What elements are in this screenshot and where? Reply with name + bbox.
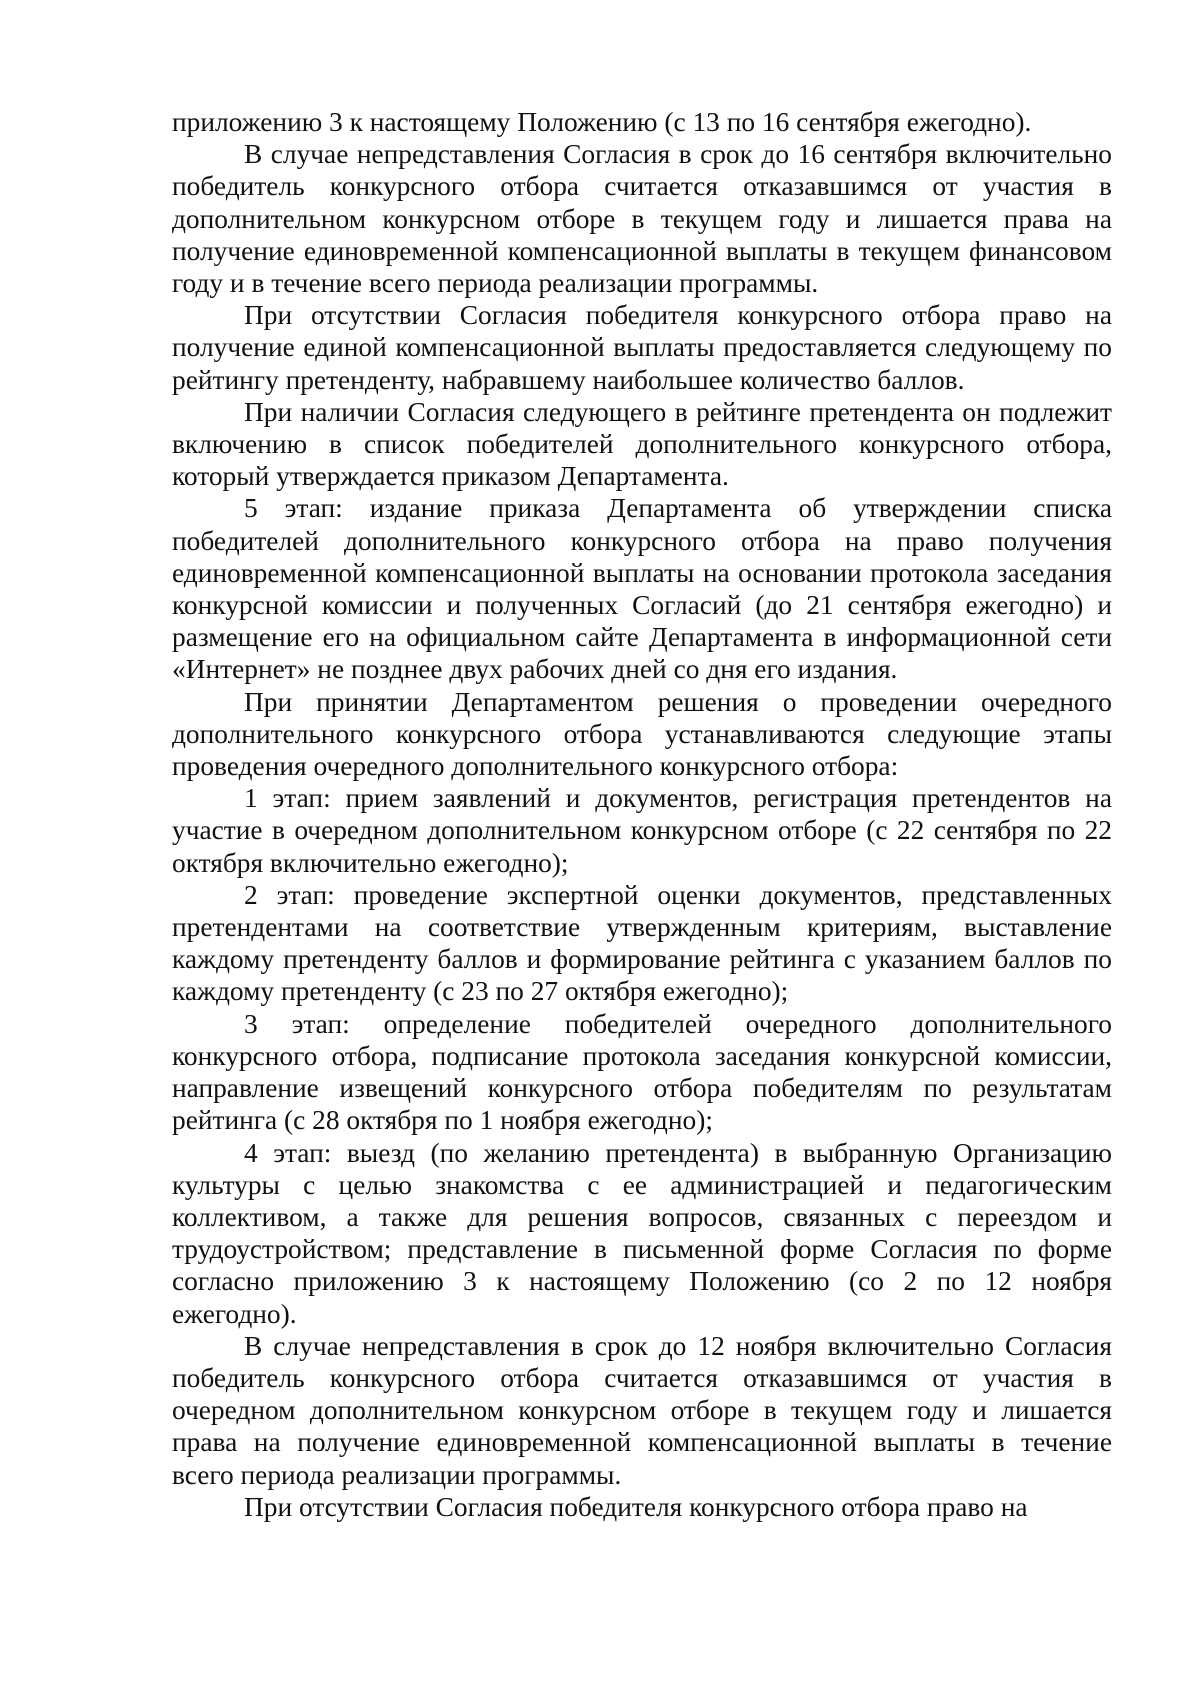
- paragraph-final-fragment: При отсутствии Согласия победителя конкурсного отбора право на: [244, 1491, 1028, 1522]
- paragraph-no-consent-next-candidate: При отсутствии Согласия победителя конкурсного отбора право на получение единой компенсационной выплаты предоставляется следующему по рейтингу претенденту, набравшему наибольшее количество баллов.: [172, 300, 1112, 395]
- paragraph-stage-2: 2 этап: проведение экспертной оценки документов, представленных претендентами на соответствие утвержденным критериям, выставление каждому претенденту баллов и формирование рейтинга с указанием баллов по каждому претенденту (с 23 по 27 октября ежегодно);: [172, 879, 1112, 1007]
- paragraph-continuation: приложению 3 к настоящему Положению (с 13 по 16 сентября ежегодно).: [172, 107, 1032, 137]
- paragraph-consent-deadline-sept: В случае непредставления Согласия в срок до 16 сентября включительно победитель конкурсного отбора считается отказавшимся от участия в дополнительном конкурсном отборе в текущем году и лишается права на получение единовременной компенсационной выплаты в текущем финансовом году и в течение всего периода реализации программы.: [172, 139, 1112, 299]
- paragraph-next-selection-stages: При принятии Департаментом решения о проведении очередного дополнительного конкурсного отбора устанавливаются следующие этапы проведения очередного дополнительного конкурсного отбора:: [172, 686, 1112, 782]
- paragraph-stage-5: 5 этап: издание приказа Департамента об утверждении списка победителей дополнительного конкурсного отбора на право получения единовременной компенсационной выплаты на основании протокола заседания конкурсной комиссии и полученных Согласий (до 21 сентября ежегодно) и размещение его на официальном сайте Департамента в информационной сети «Интернет» не позднее двух рабочих дней со дня его издания.: [172, 493, 1112, 685]
- document-body: [172, 106, 1112, 1523]
- paragraph-next-candidate-inclusion: При наличии Согласия следующего в рейтинге претендента он подлежит включению в список победителей дополнительного конкурсного отбора, который утверждается приказом Департамента.: [172, 396, 1112, 492]
- paragraph-stage-1: 1 этап: прием заявлений и документов, регистрация претендентов на участие в очередном дополнительном конкурсном отборе (с 22 сентября по 22 октября включительно ежегодно);: [172, 783, 1112, 878]
- paragraph-stage-4: 4 этап: выезд (по желанию претендента) в выбранную Организацию культуры с целью знакомства с ее администрацией и педагогическим коллективом, а также для решения вопросов, связанных с переездом и трудоустройством; представление в письменной форме Согласия по форме согласно приложению 3 к настоящему Положению (со 2 по 12 ноября ежегодно).: [172, 1137, 1112, 1329]
- paragraph-stage-3: 3 этап: определение победителей очередного дополнительного конкурсного отбора, подписание протокола заседания конкурсной комиссии, направление извещений конкурсного отбора победителям по результатам рейтинга (с 28 октября по 1 ноября ежегодно);: [172, 1008, 1112, 1136]
- paragraph-consent-deadline-nov: В случае непредставления в срок до 12 ноября включительно Согласия победитель конкурсного отбора считается отказавшимся от участия в очередном дополнительном конкурсном отборе в текущем году и лишается права на получение единовременной компенсационной выплаты в течение всего периода реализации программы.: [172, 1330, 1112, 1490]
